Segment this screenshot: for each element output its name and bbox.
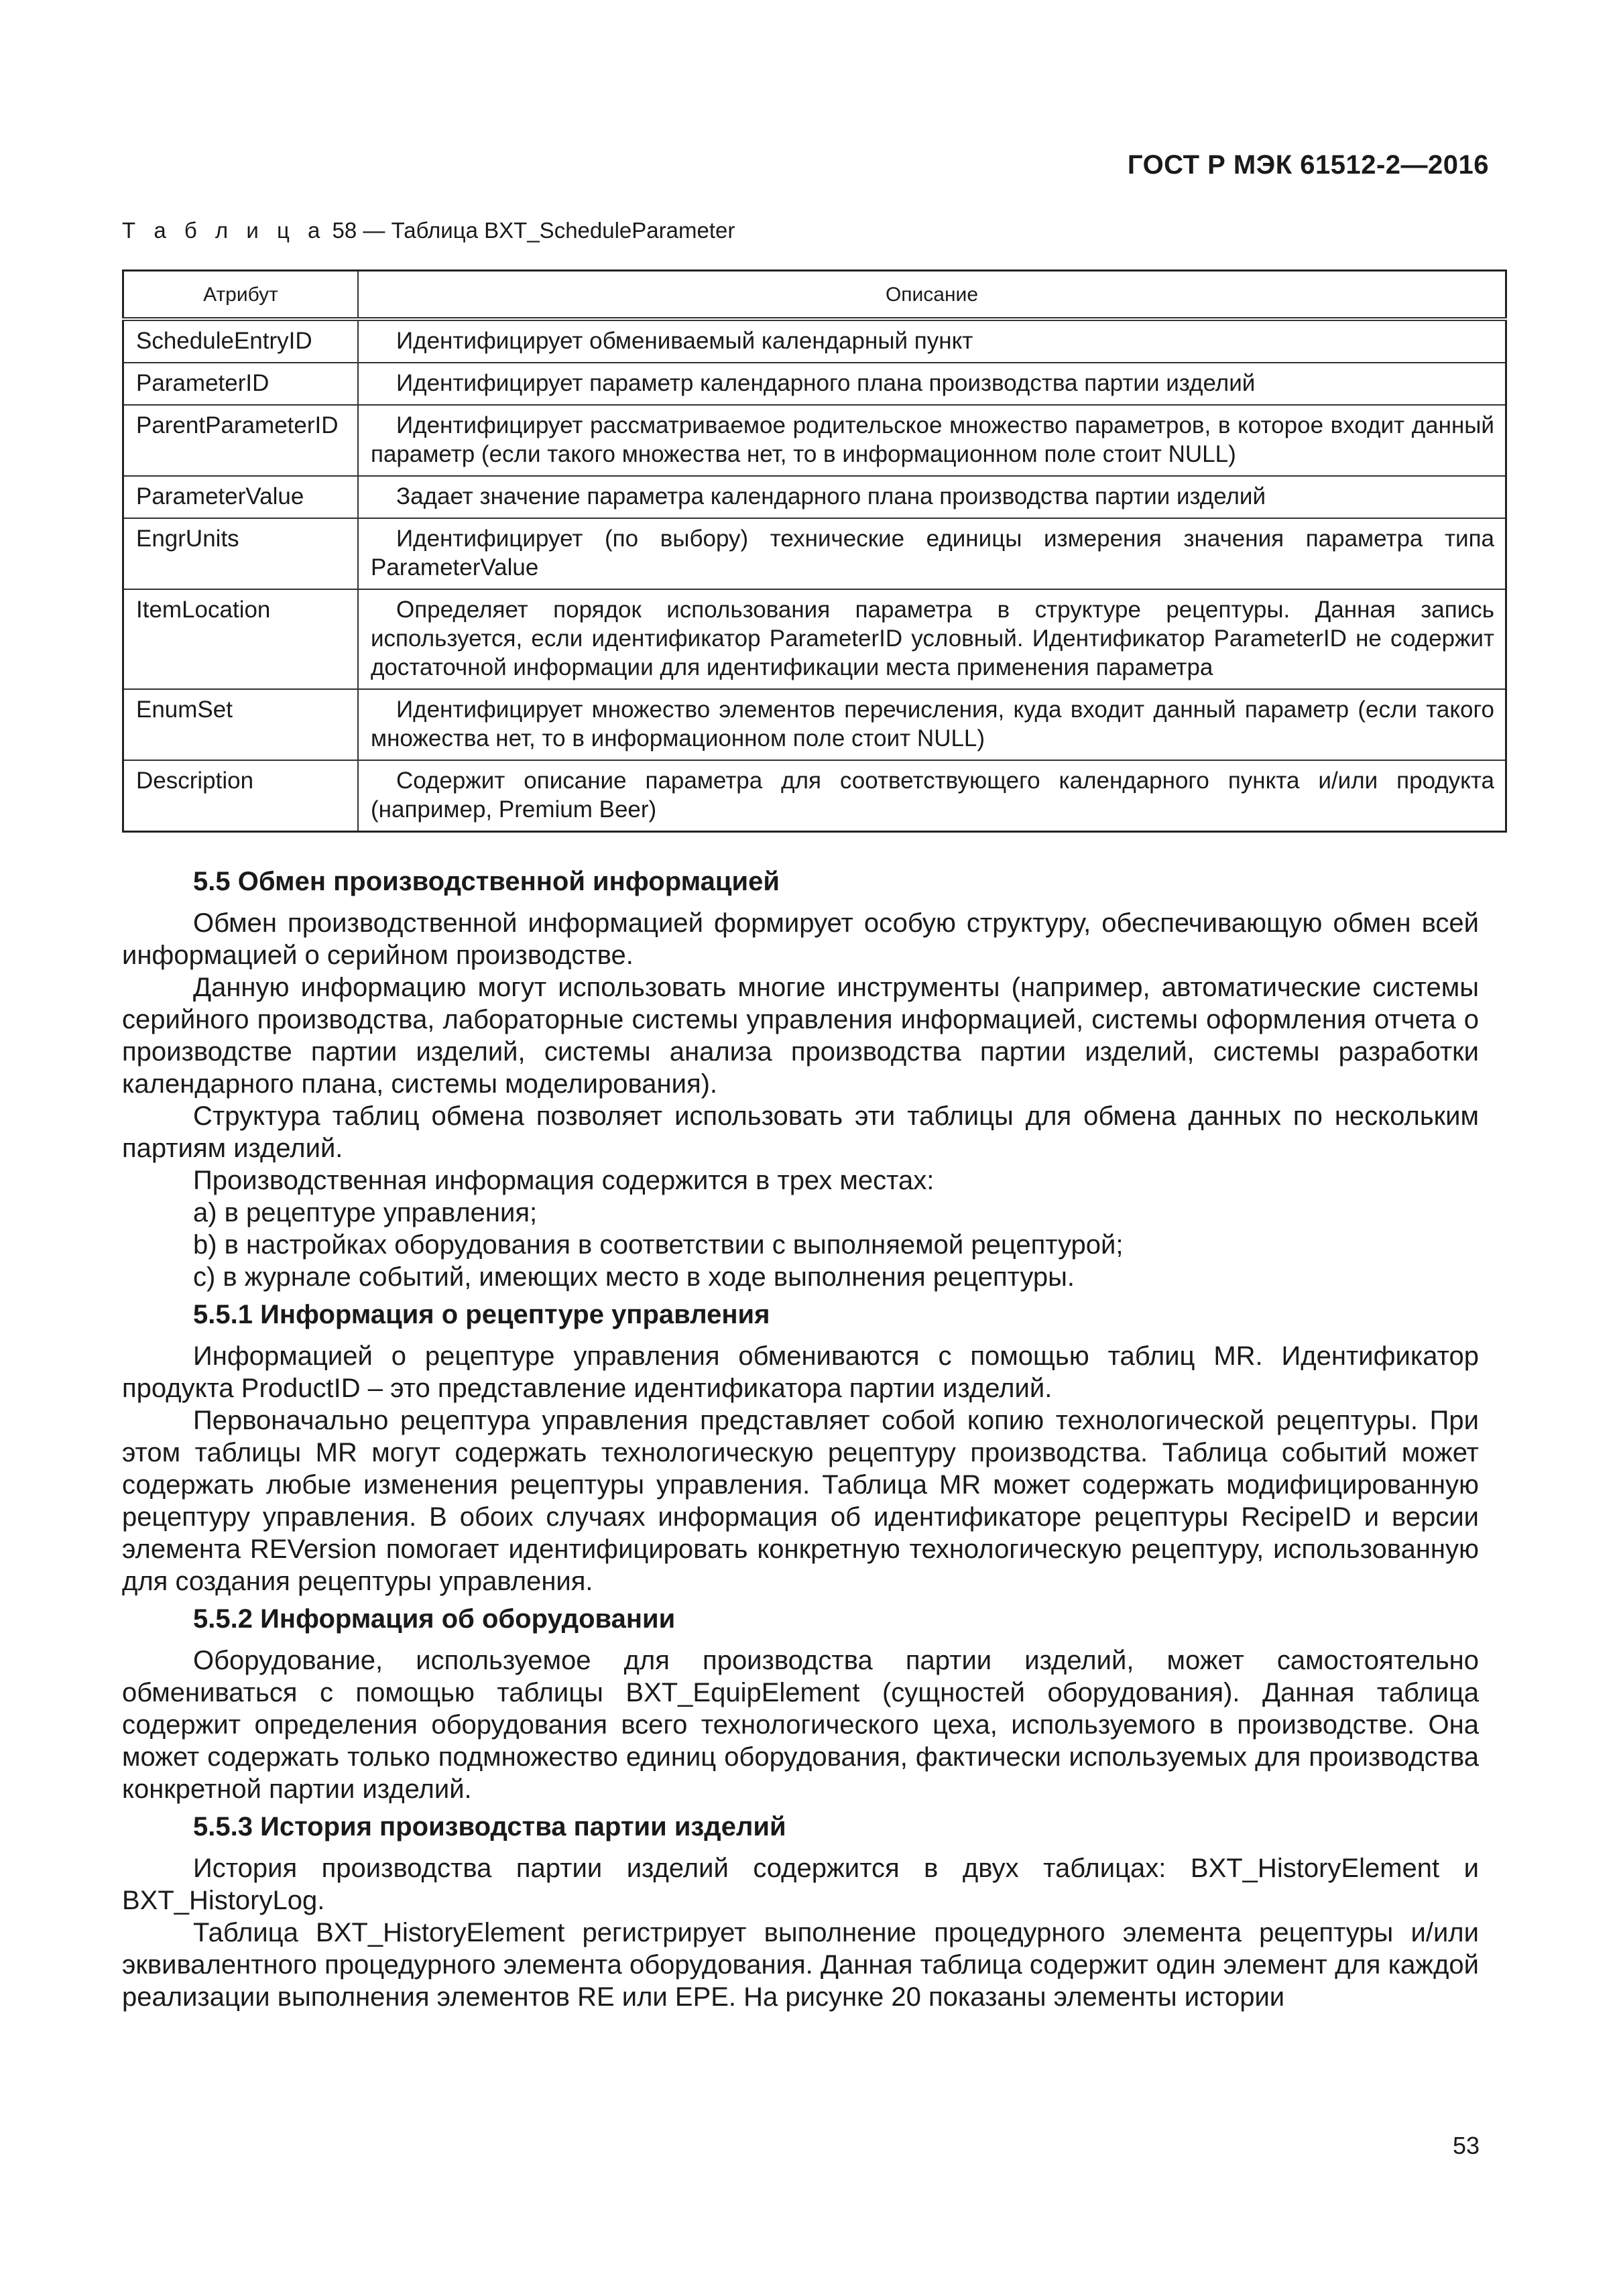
table-caption — [122, 218, 735, 243]
list-item: a) в рецептуре управления; — [193, 1198, 538, 1227]
description-cell: Задает значение параметра календарного плана производства партии изделий — [358, 476, 1506, 518]
table-header-row — [123, 271, 1506, 320]
list-item: b) в настройках оборудования в соответствии с выполняемой рецептурой; — [193, 1230, 1124, 1260]
column-header-attribute: Атрибут — [123, 271, 359, 320]
page-number: 53 — [1452, 2132, 1480, 2159]
table-caption-text: 58 — Таблица BXT_ScheduleParameter — [332, 218, 735, 243]
section-heading-5-5-1: 5.5.1 Информация о рецептуре управления — [193, 1300, 770, 1329]
paragraph: Первоначально рецептура управления представляет собой копию технологической рецептуры. При этом таблицы MR могут содержать технологическую рецептуру производства. Таблица событий может содержать любые изменения рецептуры управления. Таблица MR может содержать модифицированную рецептуру управления. В обоих случаях информация об идентификаторе рецептуры RecipeID и версии элемента REVersion помогает идентифицировать конкретную технологическую рецептуру, использованную для создания рецептуры управления. — [122, 1406, 1479, 1596]
description-cell: Идентифицирует (по выбору) технические единицы измерения значения параметра типа ParameterValue — [358, 518, 1506, 589]
section-heading-5-5-2: 5.5.2 Информация об оборудовании — [193, 1604, 676, 1634]
table-row — [123, 760, 1506, 832]
table-caption-prefix: Т а б л и ц а — [122, 218, 326, 243]
schedule-parameter-table — [122, 269, 1507, 833]
table-row — [123, 518, 1506, 589]
description-cell: Идентифицирует параметр календарного плана производства партии изделий — [358, 363, 1506, 405]
section-heading-5-5-3: 5.5.3 История производства партии изделий — [193, 1812, 786, 1841]
paragraph: Таблица BXT_HistoryElement регистрирует выполнение процедурного элемента рецептуры и/или эквивалентного процедурного элемента оборудования. Данная таблица содержит один элемент для каждой реализации выполнения элементов RE или EPE. На рисунке 20 показаны элементы истории — [122, 1918, 1479, 2012]
column-header-description: Описание — [358, 271, 1506, 320]
paragraph: История производства партии изделий содержится в двух таблицах: BXT_HistoryElement и BXT_HistoryLog. — [122, 1854, 1479, 1915]
description-cell: Содержит описание параметра для соответствующего календарного пункта и/или продукта (например, Premium Beer) — [358, 760, 1506, 832]
table-row — [123, 405, 1506, 476]
standard-header: ГОСТ Р МЭК 61512-2—2016 — [1127, 150, 1489, 180]
paragraph: Данную информацию могут использовать многие инструменты (например, автоматические системы серийного производства, лабораторные системы управления информацией, системы оформления отчета о производстве партии изделий, системы анализа производства партии изделий, системы разработки календарного плана, системы моделирования). — [122, 973, 1479, 1099]
table-row — [123, 319, 1506, 363]
attribute-cell: ItemLocation — [123, 589, 359, 689]
attribute-cell: ParameterValue — [123, 476, 359, 518]
description-cell: Идентифицирует множество элементов перечисления, куда входит данный параметр (если такого множества нет, то в информационном поле стоит NULL) — [358, 689, 1506, 760]
attribute-cell: EnumSet — [123, 689, 359, 760]
table-row — [123, 589, 1506, 689]
paragraph: Производственная информация содержится в трех местах: — [193, 1166, 935, 1195]
description-cell: Определяет порядок использования параметра в структуре рецептуры. Данная запись используется, если идентификатор ParameterID условный. Идентификатор ParameterID не содержит достаточной информации для идентификации места применения параметра — [358, 589, 1506, 689]
attribute-cell: ParentParameterID — [123, 405, 359, 476]
table-row — [123, 689, 1506, 760]
body-text — [122, 860, 1479, 2013]
attribute-cell: Description — [123, 760, 359, 832]
attribute-cell: ScheduleEntryID — [123, 319, 359, 363]
description-cell: Идентифицирует обмениваемый календарный пункт — [358, 319, 1506, 363]
paragraph: Структура таблиц обмена позволяет использовать эти таблицы для обмена данных по нескольким партиям изделий. — [122, 1101, 1479, 1163]
description-cell: Идентифицирует рассматриваемое родительское множество параметров, в которое входит данный параметр (если такого множества нет, то в информационном поле стоит NULL) — [358, 405, 1506, 476]
table-row — [123, 363, 1506, 405]
table-row — [123, 476, 1506, 518]
paragraph: Информацией о рецептуре управления обмениваются с помощью таблиц MR. Идентификатор продукта ProductID – это представление идентификатора партии изделий. — [122, 1341, 1479, 1403]
paragraph: Обмен производственной информацией формирует особую структуру, обеспечивающую обмен всей информацией о серийном производстве. — [122, 908, 1479, 970]
attribute-cell: EngrUnits — [123, 518, 359, 589]
attribute-cell: ParameterID — [123, 363, 359, 405]
list-item: c) в журнале событий, имеющих место в ходе выполнения рецептуры. — [193, 1262, 1075, 1292]
section-heading-5-5: 5.5 Обмен производственной информацией — [193, 867, 780, 896]
paragraph: Оборудование, используемое для производства партии изделий, может самостоятельно обмениваться с помощью таблицы BXT_EquipElement (сущностей оборудования). Данная таблица содержит определения оборудования всего технологического цеха, используемого в производстве. Она может содержать только подмножество единиц оборудования, фактически используемых для производства конкретной партии изделий. — [122, 1646, 1479, 1804]
